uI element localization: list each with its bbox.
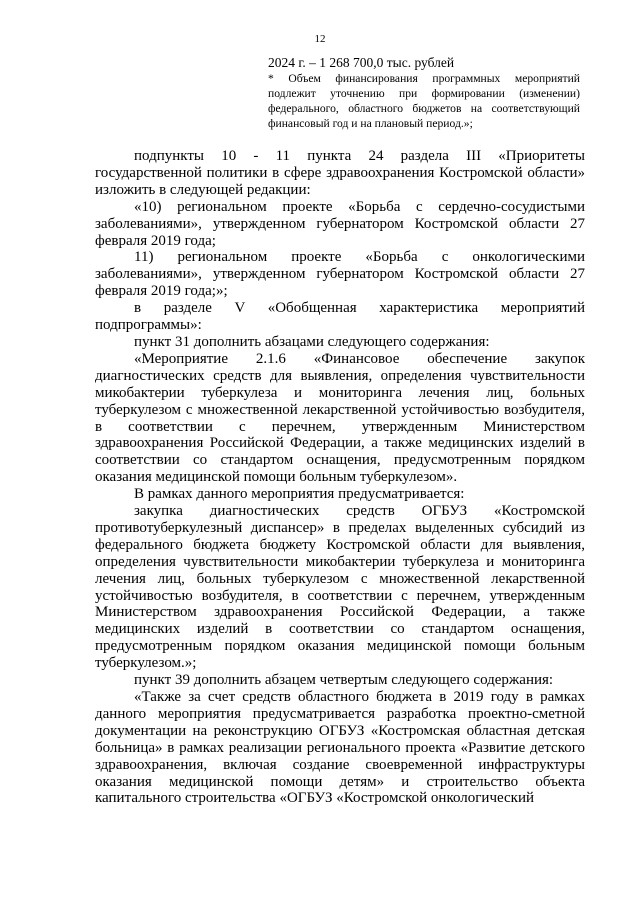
paragraph-item-11: 11) региональном проекте «Борьба с онкологическими заболеваниями», утвержденном губернатором Костромской области 27 февраля 2019 года;»; <box>95 249 585 300</box>
funding-note-block <box>268 55 580 131</box>
paragraph-measure-2-1-6: «Мероприятие 2.1.6 «Финансовое обеспечение закупок диагностических средств для выявления, определения чувствительности микобактерии туберкулеза и мониторинга лечения лиц, больных туберкулезом с множественной лекарственной устойчивостью возбудителя, в соответствии с перечнем, утвержденным Министерством здравоохранения Российской Федерации, а также медицинских изделий в соответствии со стандартом оснащения, предусмотренным порядком оказания медицинской помощи больным туберкулезом». <box>95 350 585 486</box>
paragraph-item-10: «10) региональном проекте «Борьба с сердечно-сосудистыми заболеваниями», утвержденном губернатором Костромской области 27 февраля 2019 года; <box>95 198 585 249</box>
paragraph-measure-scope: В рамках данного мероприятия предусматривается: <box>134 486 465 503</box>
funding-year-line: 2024 г. – 1 268 700,0 тыс. рублей <box>268 55 455 70</box>
paragraph-procurement: закупка диагностических средств ОГБУЗ «Костромской противотуберкулезный диспансер» в пределах выделенных субсидий из федерального бюджета бюджету Костромской области для выявления, определения чувствительности микобактерии туберкулеза и мониторинга лечения лиц, больных туберкулезом с множественной лекарственной устойчивостью возбудителя, в соответствии с перечнем, утвержденным Министерством здравоохранения Российской Федерации, а также медицинских изделий в соответствии со стандартом оснащения, предусмотренным порядком оказания медицинской помощи больным туберкулезом.»; <box>95 503 585 672</box>
document-body <box>95 148 585 807</box>
paragraph-subclauses-10-11: подпункты 10 - 11 пункта 24 раздела III «Приоритеты государственной политики в сфере здравоохранения Костромской области» изложить в следующей редакции: <box>95 148 585 198</box>
paragraph-section-v: в разделе V «Обобщенная характеристика мероприятий подпрограммы»: <box>95 300 585 334</box>
paragraph-clause-39: пункт 39 дополнить абзацем четвертым следующего содержания: <box>134 672 554 689</box>
paragraph-clause-31: пункт 31 дополнить абзацами следующего содержания: <box>134 333 490 350</box>
funding-footnote: * Объем финансирования программных мероприятий подлежит уточнению при формировании (изменении) федерального, областного бюджетов на соответствующий финансовый год и на плановый период.»; <box>268 72 580 130</box>
page-number: 12 <box>314 33 326 45</box>
paragraph-regional-budget: «Также за счет средств областного бюджета в 2019 году в рамках данного мероприятия предусматривается разработка проектно-сметной документации на реконструкцию ОГБУЗ «Костромская областная детская больница» в рамках реализации регионального проекта «Развитие детского здравоохранения, включая создание своевременной инфраструктуры оказания медицинской помощи детям» и строительство объекта капитального строительства «ОГБУЗ «Костромской онкологический <box>95 689 585 807</box>
